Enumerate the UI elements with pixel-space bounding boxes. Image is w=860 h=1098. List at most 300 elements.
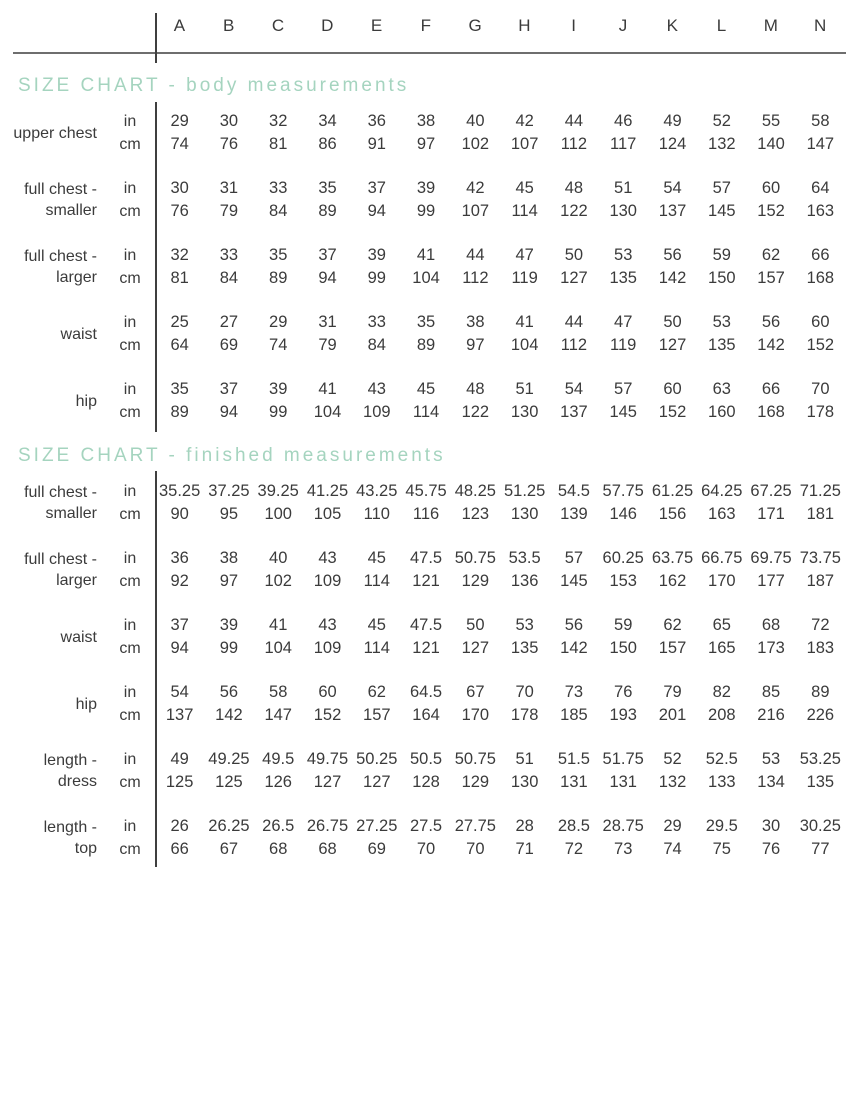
value-cell: 66	[170, 840, 189, 858]
column-divider-rule-body-section	[155, 102, 157, 432]
value-cell: 66.75	[701, 549, 743, 567]
value-cell: 35	[416, 313, 436, 331]
value-cell: 114	[412, 403, 440, 421]
value-cell: 216	[757, 706, 785, 724]
value-cell: 55	[761, 112, 781, 130]
value-cell: 47	[515, 246, 534, 264]
row-label-line: full chest -	[24, 248, 97, 265]
value-cell: 107	[461, 202, 490, 220]
column-divider-rule-header	[155, 13, 157, 63]
value-cell: 73.75	[799, 549, 841, 567]
value-cell: 33	[269, 179, 288, 197]
value-cell: 109	[313, 639, 342, 657]
value-cell: 71	[515, 840, 534, 858]
value-cell: 26.5	[262, 817, 295, 835]
row-label-line: smaller	[45, 505, 97, 522]
value-cell: 104	[313, 403, 342, 421]
unit-label-inches: in	[123, 751, 137, 768]
size-column-header: C	[271, 16, 285, 35]
value-cell: 109	[363, 403, 391, 421]
value-cell: 153	[609, 572, 637, 590]
value-cell: 68	[761, 616, 781, 634]
value-cell: 39	[219, 616, 239, 634]
row-label-line: larger	[56, 572, 97, 589]
value-cell: 137	[658, 202, 687, 220]
value-cell: 127	[461, 639, 490, 657]
value-cell: 28	[515, 817, 534, 835]
value-cell: 50.25	[356, 750, 398, 768]
measurement-row	[0, 815, 845, 861]
row-label	[0, 177, 105, 223]
value-cell: 40	[269, 549, 288, 567]
value-cell: 35	[170, 380, 189, 398]
value-cell: 79	[219, 202, 239, 220]
unit-label-inches: in	[123, 483, 137, 500]
value-cell: 185	[560, 706, 588, 724]
row-label	[0, 480, 105, 526]
value-cell: 178	[806, 403, 835, 421]
value-cell: 187	[806, 572, 835, 590]
value-cell: 68	[269, 840, 288, 858]
unit-label-centimeters: cm	[119, 270, 141, 287]
value-cell: 60.25	[602, 549, 644, 567]
value-cell: 52	[712, 112, 731, 130]
value-cell: 82	[712, 683, 731, 701]
unit-label-centimeters: cm	[119, 506, 141, 523]
column-divider-rule-finished-section	[155, 471, 157, 867]
value-cell: 64.5	[410, 683, 443, 701]
value-cell: 127	[658, 336, 687, 354]
row-label-line: waist	[60, 325, 97, 343]
value-cell: 27.5	[410, 817, 443, 835]
value-cell: 146	[609, 505, 637, 523]
value-cell: 134	[757, 773, 785, 791]
value-cell: 34	[318, 112, 337, 130]
value-cell: 62	[761, 246, 781, 264]
value-cell: 30	[761, 817, 781, 835]
value-cell: 129	[461, 572, 490, 590]
value-cell: 53	[761, 750, 781, 768]
value-cell: 127	[313, 773, 342, 791]
value-cell: 54	[564, 380, 584, 398]
value-cell: 127	[560, 269, 588, 287]
value-cell: 177	[757, 572, 785, 590]
value-cell: 43	[367, 380, 386, 398]
value-cell: 40	[466, 112, 485, 130]
unit-label-inches: in	[123, 180, 137, 197]
value-cell: 152	[757, 202, 785, 220]
row-label-line: length -	[43, 752, 97, 769]
value-cell: 64	[170, 336, 189, 354]
value-cell: 35	[318, 179, 337, 197]
value-cell: 124	[658, 135, 687, 153]
value-cell: 37	[367, 179, 386, 197]
measurement-row	[0, 547, 845, 593]
value-cell: 38	[416, 112, 436, 130]
value-cell: 97	[466, 336, 485, 354]
value-cell: 122	[560, 202, 588, 220]
value-cell: 76	[170, 202, 189, 220]
value-cell: 109	[313, 572, 342, 590]
value-cell: 32	[170, 246, 189, 264]
value-cell: 114	[363, 639, 390, 657]
value-cell: 39	[416, 179, 436, 197]
value-cell: 168	[806, 269, 835, 287]
value-cell: 42	[515, 112, 534, 130]
value-cell: 137	[165, 706, 194, 724]
section-title-body-measurements: SIZE CHART - body measurements	[18, 75, 410, 96]
value-cell: 66	[811, 246, 830, 264]
value-cell: 121	[412, 639, 440, 657]
value-cell: 95	[219, 505, 239, 523]
size-column-header: J	[618, 16, 628, 35]
value-cell: 104	[510, 336, 539, 354]
value-cell: 157	[658, 639, 687, 657]
finished-measurements-table	[0, 480, 845, 861]
body-measurements-table	[0, 110, 845, 424]
value-cell: 37	[219, 380, 239, 398]
value-cell: 43	[318, 549, 337, 567]
row-label-line: length -	[43, 819, 97, 836]
value-cell: 181	[806, 505, 835, 523]
value-cell: 39	[269, 380, 288, 398]
value-cell: 114	[511, 202, 538, 220]
value-cell: 37.25	[208, 482, 250, 500]
row-label-line: dress	[57, 773, 97, 790]
value-cell: 90	[170, 505, 189, 523]
value-cell: 145	[560, 572, 588, 590]
unit-label-centimeters: cm	[119, 573, 141, 590]
row-label	[0, 748, 105, 794]
value-cell: 183	[806, 639, 835, 657]
value-cell: 170	[708, 572, 736, 590]
value-cell: 142	[560, 639, 588, 657]
value-cell: 29	[269, 313, 288, 331]
value-cell: 39	[367, 246, 386, 264]
value-cell: 110	[363, 505, 390, 523]
value-cell: 89	[318, 202, 337, 220]
value-cell: 30	[219, 112, 239, 130]
row-label-line: full chest -	[24, 181, 97, 198]
size-column-header: H	[518, 16, 532, 35]
value-cell: 67.25	[750, 482, 792, 500]
value-cell: 60	[663, 380, 682, 398]
value-cell: 57	[614, 380, 633, 398]
value-cell: 85	[761, 683, 781, 701]
value-cell: 173	[757, 639, 785, 657]
value-cell: 79	[663, 683, 682, 701]
value-cell: 60	[761, 179, 781, 197]
value-cell: 50.75	[454, 750, 496, 768]
value-cell: 89	[269, 269, 288, 287]
value-cell: 39.25	[257, 482, 299, 500]
section-title-finished-measurements: SIZE CHART - finished measurements	[18, 445, 446, 466]
value-cell: 132	[708, 135, 736, 153]
value-cell: 163	[708, 505, 736, 523]
value-cell: 125	[165, 773, 194, 791]
value-cell: 142	[757, 336, 785, 354]
measurement-row	[0, 378, 845, 424]
value-cell: 51	[515, 750, 534, 768]
value-cell: 139	[560, 505, 588, 523]
value-cell: 130	[510, 773, 539, 791]
value-cell: 44	[466, 246, 485, 264]
value-cell: 70	[811, 380, 830, 398]
value-cell: 47.5	[410, 616, 443, 634]
value-cell: 36	[170, 549, 189, 567]
value-cell: 107	[510, 135, 539, 153]
value-cell: 122	[461, 403, 490, 421]
value-cell: 140	[757, 135, 785, 153]
row-label	[0, 311, 105, 357]
row-label-line: larger	[56, 269, 97, 286]
value-cell: 69.75	[750, 549, 792, 567]
value-cell: 43	[318, 616, 337, 634]
measurement-row	[0, 110, 845, 156]
value-cell: 51.75	[602, 750, 644, 768]
value-cell: 94	[367, 202, 386, 220]
value-cell: 123	[461, 505, 490, 523]
row-label	[0, 547, 105, 593]
value-cell: 50	[564, 246, 584, 264]
value-cell: 50.5	[410, 750, 443, 768]
value-cell: 136	[510, 572, 539, 590]
unit-label-centimeters: cm	[119, 707, 141, 724]
row-label	[0, 110, 105, 156]
value-cell: 70	[416, 840, 436, 858]
value-cell: 53	[614, 246, 633, 264]
row-label	[0, 815, 105, 861]
value-cell: 56	[663, 246, 682, 264]
value-cell: 67	[219, 840, 239, 858]
value-cell: 92	[170, 572, 189, 590]
value-cell: 77	[811, 840, 830, 858]
value-cell: 135	[708, 336, 736, 354]
unit-label-inches: in	[123, 113, 137, 130]
value-cell: 53	[515, 616, 534, 634]
value-cell: 68	[318, 840, 337, 858]
unit-label-centimeters: cm	[119, 203, 141, 220]
value-cell: 94	[170, 639, 189, 657]
measurement-row	[0, 681, 845, 727]
value-cell: 62	[367, 683, 386, 701]
value-cell: 76	[219, 135, 239, 153]
value-cell: 130	[609, 202, 637, 220]
value-cell: 45	[367, 549, 386, 567]
value-cell: 27.25	[356, 817, 398, 835]
value-cell: 94	[318, 269, 337, 287]
unit-label-centimeters: cm	[119, 640, 141, 657]
value-cell: 75	[712, 840, 731, 858]
row-label	[0, 244, 105, 290]
value-cell: 226	[806, 706, 835, 724]
row-label	[0, 681, 105, 727]
unit-label-inches: in	[123, 818, 137, 835]
value-cell: 132	[658, 773, 687, 791]
value-cell: 160	[708, 403, 736, 421]
value-cell: 49.75	[306, 750, 349, 768]
value-cell: 60	[811, 313, 830, 331]
row-label-line: waist	[60, 628, 97, 646]
value-cell: 102	[264, 572, 292, 590]
value-cell: 97	[219, 572, 239, 590]
value-cell: 76	[761, 840, 781, 858]
value-cell: 61.25	[651, 482, 694, 500]
value-cell: 125	[215, 773, 243, 791]
value-cell: 52.5	[705, 750, 738, 768]
value-cell: 51	[515, 380, 534, 398]
value-cell: 56	[564, 616, 584, 634]
unit-label-centimeters: cm	[119, 404, 141, 421]
value-cell: 76	[614, 683, 633, 701]
size-letters-header	[0, 0, 845, 52]
value-cell: 26	[170, 817, 189, 835]
value-cell: 67	[466, 683, 485, 701]
value-cell: 60	[318, 683, 337, 701]
value-cell: 63	[712, 380, 731, 398]
value-cell: 48	[466, 380, 485, 398]
value-cell: 116	[412, 505, 440, 523]
value-cell: 30.25	[799, 817, 841, 835]
value-cell: 42	[466, 179, 485, 197]
value-cell: 50	[663, 313, 682, 331]
value-cell: 41	[416, 246, 436, 264]
value-cell: 137	[560, 403, 588, 421]
value-cell: 49.5	[262, 750, 295, 768]
value-cell: 51.5	[557, 750, 590, 768]
value-cell: 53.5	[508, 549, 541, 567]
value-cell: 162	[658, 572, 687, 590]
value-cell: 135	[609, 269, 637, 287]
value-cell: 43.25	[356, 482, 398, 500]
row-label-line: top	[74, 840, 97, 857]
value-cell: 47	[614, 313, 633, 331]
row-label	[0, 378, 105, 424]
value-cell: 135	[806, 773, 835, 791]
value-cell: 28.5	[557, 817, 590, 835]
value-cell: 133	[708, 773, 736, 791]
value-cell: 147	[264, 706, 292, 724]
value-cell: 57.75	[602, 482, 644, 500]
unit-label-centimeters: cm	[119, 136, 141, 153]
value-cell: 38	[219, 549, 239, 567]
value-cell: 41	[269, 616, 288, 634]
value-cell: 36	[367, 112, 386, 130]
value-cell: 165	[708, 639, 736, 657]
unit-label-inches: in	[123, 314, 137, 331]
value-cell: 163	[806, 202, 835, 220]
value-cell: 99	[219, 639, 239, 657]
value-cell: 102	[461, 135, 490, 153]
value-cell: 91	[367, 135, 386, 153]
value-cell: 59	[712, 246, 731, 264]
value-cell: 104	[264, 639, 292, 657]
value-cell: 104	[412, 269, 440, 287]
measurement-row	[0, 748, 845, 794]
value-cell: 57	[564, 549, 584, 567]
value-cell: 150	[708, 269, 736, 287]
value-cell: 97	[416, 135, 436, 153]
value-cell: 69	[219, 336, 239, 354]
value-cell: 46	[614, 112, 633, 130]
value-cell: 37	[318, 246, 337, 264]
value-cell: 157	[363, 706, 391, 724]
value-cell: 126	[264, 773, 292, 791]
value-cell: 84	[219, 269, 239, 287]
value-cell: 53	[712, 313, 731, 331]
value-cell: 54.5	[557, 482, 590, 500]
value-cell: 164	[412, 706, 440, 724]
value-cell: 50	[466, 616, 485, 634]
size-column-header: G	[468, 16, 483, 35]
value-cell: 128	[412, 773, 440, 791]
value-cell: 99	[416, 202, 436, 220]
value-cell: 64.25	[701, 482, 743, 500]
unit-label-inches: in	[123, 684, 137, 701]
value-cell: 89	[811, 683, 830, 701]
value-cell: 50.75	[454, 549, 496, 567]
value-cell: 145	[609, 403, 637, 421]
value-cell: 81	[269, 135, 288, 153]
value-cell: 112	[462, 269, 489, 287]
value-cell: 58	[269, 683, 288, 701]
value-cell: 31	[318, 313, 337, 331]
value-cell: 79	[318, 336, 337, 354]
value-cell: 62	[663, 616, 682, 634]
value-cell: 135	[510, 639, 539, 657]
value-cell: 73	[564, 683, 584, 701]
value-cell: 86	[318, 135, 337, 153]
value-cell: 52	[663, 750, 682, 768]
value-cell: 201	[658, 706, 687, 724]
value-cell: 44	[564, 112, 584, 130]
value-cell: 49	[170, 750, 189, 768]
row-label-line: upper chest	[13, 124, 97, 142]
header-rule	[13, 52, 846, 54]
value-cell: 25	[170, 313, 189, 331]
value-cell: 121	[412, 572, 440, 590]
value-cell: 63.75	[651, 549, 694, 567]
value-cell: 65	[712, 616, 731, 634]
value-cell: 45	[515, 179, 534, 197]
value-cell: 171	[757, 505, 785, 523]
value-cell: 54	[663, 179, 682, 197]
measurement-row	[0, 480, 845, 526]
value-cell: 26.25	[208, 817, 250, 835]
value-cell: 94	[219, 403, 239, 421]
value-cell: 51.25	[503, 482, 546, 500]
measurement-row	[0, 311, 845, 357]
value-cell: 37	[170, 616, 189, 634]
value-cell: 117	[610, 135, 637, 153]
measurement-row	[0, 614, 845, 660]
value-cell: 142	[658, 269, 687, 287]
value-cell: 152	[806, 336, 835, 354]
value-cell: 152	[313, 706, 342, 724]
value-cell: 41.25	[306, 482, 349, 500]
size-column-header: F	[420, 16, 432, 35]
measurement-row	[0, 244, 845, 290]
value-cell: 57	[712, 179, 731, 197]
value-cell: 170	[461, 706, 490, 724]
value-cell: 48	[564, 179, 584, 197]
value-cell: 29	[170, 112, 189, 130]
size-column-header: D	[321, 16, 334, 35]
value-cell: 45.75	[405, 482, 447, 500]
unit-label-centimeters: cm	[119, 774, 141, 791]
value-cell: 27.75	[454, 817, 496, 835]
value-cell: 53.25	[799, 750, 841, 768]
